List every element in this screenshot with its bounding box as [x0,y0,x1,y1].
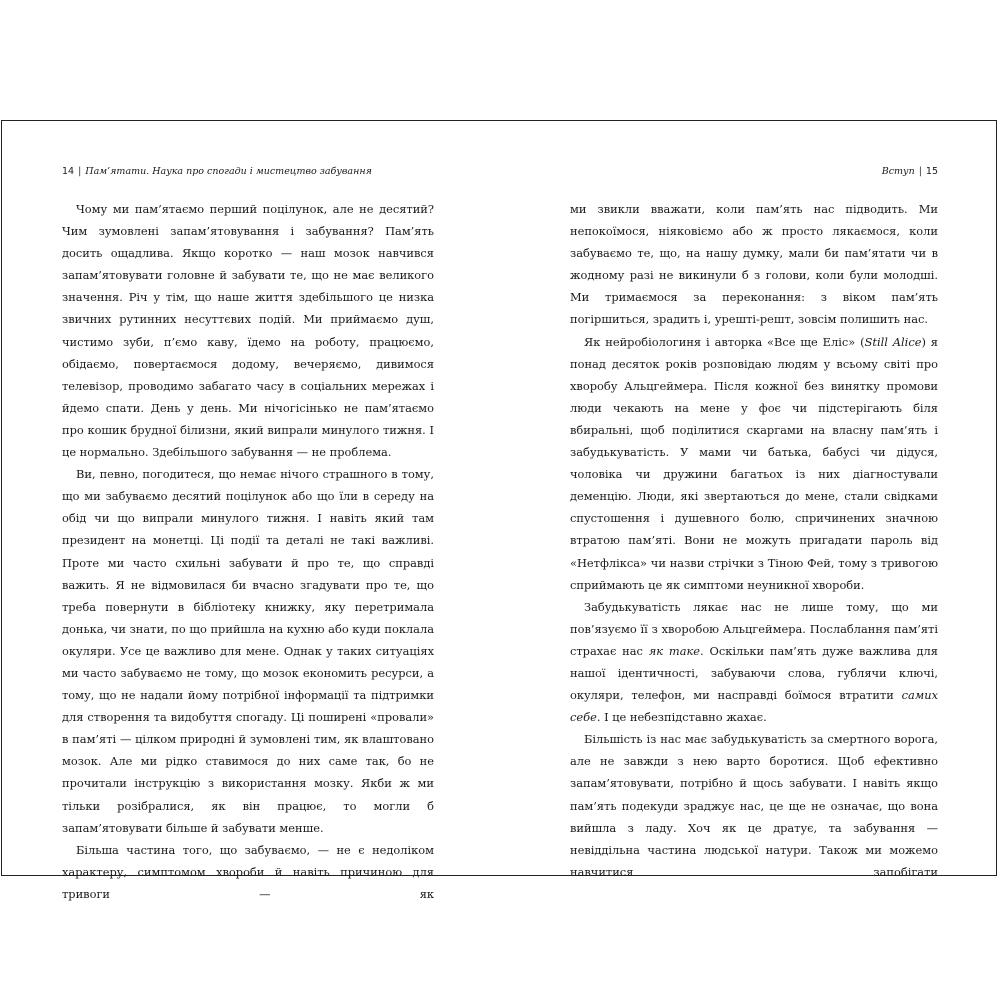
left-page [62,121,434,901]
text-run: ) я понад десяток років розповідаю людям у всьому світі про хворобу Альцгеймера. Після кожної без винятку промови люди чекають на мене у фоє чи підстерігають біля вбиральні, щоб поділитися скаргами на власну пам’ять і забудькуватість. У мами чи батька, бабусі чи дідуся, чоловіка чи дружини багатьох із них діагностували деменцію. Люди, які звертаються до мене, стали свідками спустошення і душевного болю, спричинених значною втратою пам’яті. Вони не можуть пригадати пароль від «Нетфлікса» чи назви стрічки з Тіною Фей, тому з тривогою сприймають це як симптоми неуникної хвороби. [570,334,938,592]
header-separator: | [918,166,922,177]
right-running-head [570,164,938,180]
book-title-en: Still Alice [864,334,922,349]
right-body-text [570,198,938,883]
section-title: Вступ [881,166,915,177]
emphasis: як таке [648,643,701,658]
emphasis: самих себе [570,688,938,725]
header-separator: | [78,166,82,177]
text-run: . Оскільки пам’ять дуже важлива для нашої ідентичності, забуваючи слова, гублячи ключі, окуляри, телефон, ми насправді боїмося втратити [570,643,938,703]
left-running-head [62,164,434,180]
text-run: . І це небезпідставно жахає. [596,710,767,725]
paragraph [570,331,938,596]
paragraph: Чому ми пам’ятаємо перший поцілунок, але не десятий? Чим зумовлені запам’ятовування і забування? Пам’ять досить ощадлива. Якщо коротко — наш мозок навчився запам’ятовувати головне й забувати те, що не має великого значення. Річ у тім, що наше життя здебільшого це низка звичних рутинних несуттєвих подій. Ми приймаємо душ, чистимо зуби, п’ємо каву, їдемо на роботу, працюємо, обідаємо, повертаємося додому, вечеряємо, дивимося телевізор, проводимо забагато часу в соціальних мережах і йдемо спати. День у день. Ми нічогісінько не пам’ятаємо про кошик брудної білизни, який випрали минулого тижня. І це нормально. Здебільшого забування — не проблема. [62,202,434,460]
book-spread [1,120,997,901]
paragraph: Більшість із нас має забудькуватість за смертного ворога, але не завжди з нею варто боротися. Щоб ефективно запам’ятовувати, потрібно й щось забувати. І навіть якщо пам’ять подекуди зраджує нас, це ще не означає, що вона вийшла з ладу. Хоч як це дратує, та забування — невіддільна частина людської натури. Також ми можемо навчитися запобігати [570,732,938,879]
left-body-text [62,198,434,905]
left-page-number: 14 [62,166,75,177]
paragraph [570,596,938,729]
paragraph: Ви, певно, погодитеся, що немає нічого страшного в тому, що ми забуваємо десятий поцілунок або що їли в середу на обід чи що випрали минулого тижня. І навіть який там президент на монетці. Ці події та деталі не такі важливі. Проте ми часто схильні забувати й про те, що справді важить. Я не відмовилася би вчасно згадувати про те, що треба повернути в бібліотеку книжку, яку перетримала донька, чи знати, по що прийшла на кухню або куди поклала окуляри. Усе це важливо для мене. Однак у таких ситуаціях ми часто забуваємо не тому, що мозок економить ресурси, а тому, що не надали йому потрібної інформації та підтримки для створення та видобуття спогаду. Ці поширені «провали» в пам’яті — цілком природні й зумовлені тим, як влаштовано мозок. Але ми рідко ставимося до них саме так, бо не прочитали інструкцію з використання мозку. Якби ж ми тільки розібралися, як він працює, то могли б запам’ятовувати більше й забувати менше. [62,467,434,835]
text-run: Забудькуватість лякає нас не лише тому, що ми пов’язуємо її з хворобою Альцгеймера. Послаблання пам’яті страхає нас [570,599,938,658]
paragraph: Більша частина того, що забуваємо, — не є недоліком характеру, симптомом хвороби й навіть причиною для тривоги — як [62,842,434,901]
text-run: Як нейробіологиня і авторка «Все ще Еліс» ( [584,334,865,349]
book-title: Пам’ятати. Наука про спогади і мистецтво забування [85,166,372,177]
paragraph: ми звикли вважати, коли пам’ять нас підводить. Ми непокоїмося, ніяковіємо або ж просто лякаємося, коли забуваємо те, що, на нашу думку, мали би пам’ятати чи в жодному разі не викинули б з голови, коли були молодші. Ми тримаємося за переконання: з віком пам’ять погіршиться, зрадить і, урешті-решт, зовсім полишить нас. [570,202,938,327]
right-page-number: 15 [925,166,938,177]
right-page [570,121,938,879]
